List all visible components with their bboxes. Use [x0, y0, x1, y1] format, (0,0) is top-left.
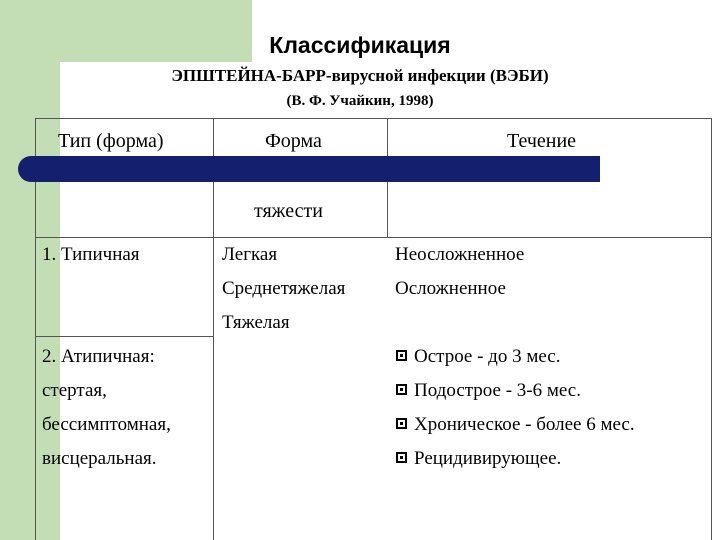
- course-type-item: [396, 374, 581, 408]
- checkbox-bullet-icon: [396, 418, 407, 429]
- course-type-label: Подострое - 3-6 мес.: [414, 380, 581, 401]
- course-type-item: [396, 408, 635, 442]
- header-course: Течение: [507, 130, 577, 152]
- severity-moderate: Среднетяжелая: [222, 278, 346, 299]
- slide-title: Классификация: [269, 32, 451, 58]
- row-divider: [35, 336, 213, 337]
- severity-severe: Тяжелая: [222, 312, 290, 333]
- slide-subtitle: ЭПШТЕЙНА-БАРР-вирусной инфекции (ВЭБИ): [171, 66, 549, 85]
- atypical-form: висцеральная.: [42, 448, 157, 469]
- header-type: Тип (форма): [58, 130, 164, 152]
- checkbox-bullet-icon: [396, 384, 407, 395]
- course-type-label: Хроническое - более 6 мес.: [414, 414, 635, 435]
- course-uncomplicated: Неосложненное: [395, 244, 525, 265]
- checkbox-bullet-icon: [396, 452, 407, 463]
- atypical-form: бессимптомная,: [42, 414, 171, 435]
- header-severity-line2: тяжести: [254, 200, 323, 222]
- course-type-item: [396, 340, 560, 374]
- decorative-navy-bar: [18, 156, 600, 182]
- atypical-type-label: 2. Атипичная:: [42, 346, 155, 367]
- course-type-label: Рецидивирующее.: [414, 448, 562, 469]
- severity-mild: Легкая: [222, 244, 278, 265]
- header-severity-line1: Форма: [265, 130, 322, 152]
- course-complicated: Осложненное: [395, 278, 506, 299]
- atypical-form: стертая,: [42, 380, 107, 401]
- typical-type-label: 1. Типичная: [42, 244, 140, 265]
- course-type-item: [396, 442, 561, 476]
- author-citation: (В. Ф. Учайкин, 1998): [286, 93, 434, 109]
- course-type-label: Острое - до 3 мес.: [414, 346, 561, 367]
- checkbox-bullet-icon: [396, 350, 407, 361]
